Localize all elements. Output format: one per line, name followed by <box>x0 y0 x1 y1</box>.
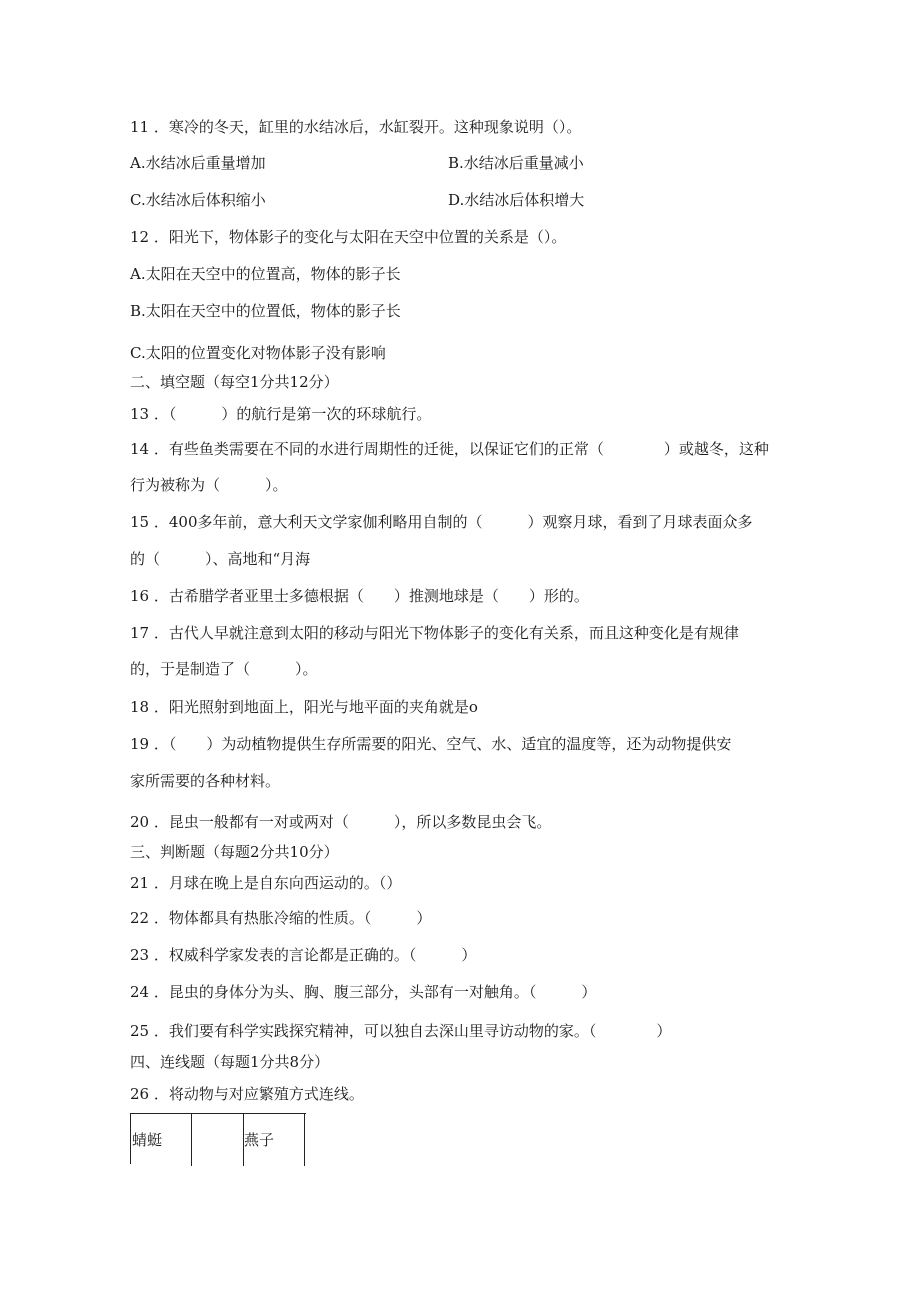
question-20: 20 ．昆虫一般都有一对或两对（ ），所以多数昆虫会飞。 <box>130 813 552 831</box>
section-2-heading: 二、填空题（每空1分共12分） <box>130 373 339 391</box>
table-divider <box>304 1114 305 1166</box>
question-19-line-1: 19 ．（ ）为动植物提供生存所需要的阳光、空气、水、适宜的温度等，还为动物提供安 <box>130 735 732 753</box>
question-13: 13 ．（ ）的航行是第一次的环球航行。 <box>130 405 432 423</box>
table-cell-left: 蜻蜓 <box>132 1131 163 1149</box>
question-14-line-1: 14 ．有些鱼类需要在不同的水进行周期性的迁徙，以保证它们的正常（ ）或越冬，这种 <box>130 440 769 458</box>
section-4-heading: 四、连线题（每题1分共8分） <box>130 1053 330 1071</box>
question-11-option-d: D.水结冰后体积增大 <box>448 191 585 209</box>
question-15-line-2: 的（ ）、高地和“月海 <box>130 550 311 568</box>
question-12-option-b: B.太阳在天空中的位置低，物体的影子长 <box>130 302 401 320</box>
question-18: 18 ．阳光照射到地面上，阳光与地平面的夹角就是o <box>130 698 478 716</box>
question-17-line-1: 17 ．古代人早就注意到太阳的移动与阳光下物体影子的变化有关系，而且这种变化是有规律 <box>130 624 739 642</box>
section-3-heading: 三、判断题（每题2分共10分） <box>130 843 339 861</box>
question-12-option-a: A.太阳在天空中的位置高，物体的影子长 <box>130 265 401 283</box>
question-11-option-b: B.水结冰后重量减小 <box>448 154 584 172</box>
question-21: 21 ．月球在晚上是自东向西运动的。（） <box>130 874 402 892</box>
question-19-line-2: 家所需要的各种材料。 <box>130 772 281 790</box>
question-16: 16 ．古希腊学者亚里士多德根据（ ）推测地球是（ ）形的。 <box>130 587 589 605</box>
question-11-option-c: C.水结冰后体积缩小 <box>130 191 266 209</box>
table-cell-right: 燕子 <box>244 1131 275 1149</box>
question-25: 25 ．我们要有科学实践探究精神，可以独自去深山里寻访动物的家。（ ） <box>130 1022 672 1040</box>
question-23: 23 ．权威科学家发表的言论都是正确的。（ ） <box>130 946 477 964</box>
question-24: 24 ．昆虫的身体分为头、胸、腹三部分，头部有一对触角。（ ） <box>130 983 597 1001</box>
question-26: 26 ．将动物与对应繁殖方式连线。 <box>130 1085 364 1103</box>
question-17-line-2: 的，于是制造了（ ）。 <box>130 660 318 678</box>
table-divider <box>191 1114 192 1166</box>
question-22: 22 ．物体都具有热胀冷缩的性质。（ ） <box>130 909 432 927</box>
question-12-stem: 12 ．阳光下，物体影子的变化与太阳在天空中位置的关系是（）。 <box>130 228 567 246</box>
matching-table <box>130 1113 306 1164</box>
question-12-option-c: C.太阳的位置变化对物体影子没有影响 <box>130 344 386 362</box>
question-11-option-a: A.水结冰后重量增加 <box>130 154 266 172</box>
question-11-stem: 11 ．寒冷的冬天，缸里的水结冰后，水缸裂开。这种现象说明（）。 <box>130 118 582 136</box>
question-15-line-1: 15 ．400多年前，意大利天文学家伽利略用自制的（ ）观察月球，看到了月球表面众多 <box>130 513 753 531</box>
question-14-line-2: 行为被称为（ ）。 <box>130 476 288 494</box>
